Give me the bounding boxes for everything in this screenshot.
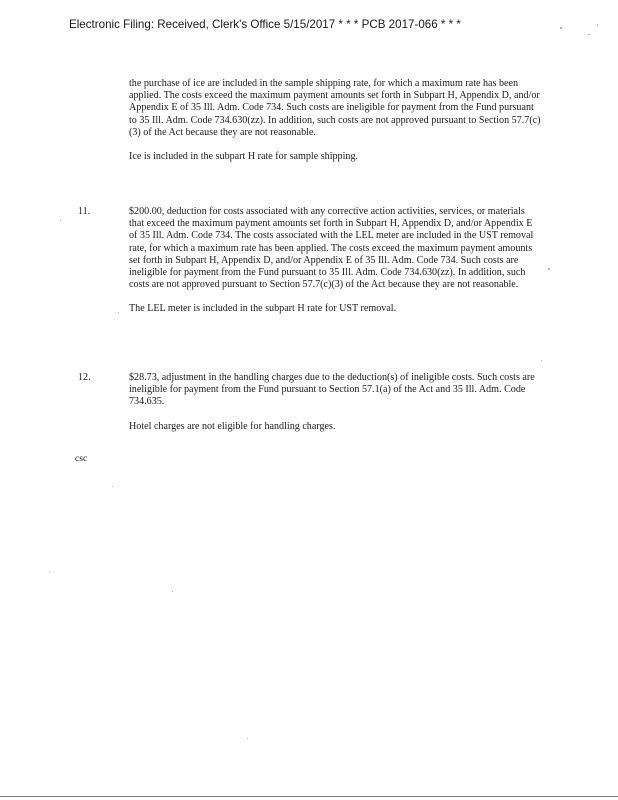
electronic-filing-stamp: Electronic Filing: Received, Clerk's Office 5/15/2017 * * * PCB 2017-066 * * * (69, 18, 461, 31)
scan-speck (597, 24, 598, 26)
scan-speck (541, 360, 542, 361)
item-11-body: $200.00, deduction for costs associated with any corrective action activities, services, or materials that exceed the maximum payment amounts set forth in Subpart H, Appendix D, and/or Appendix E of 35 Ill. Adm. Code 734. The costs associated with the LEL meter are included in the UST removal rate, for which a maximum rate has been applied. The costs exceed the maximum payment amounts set forth in Subpart H, Appendix D, and/or Appendix E of 35 Ill. Adm. Code 734. Such costs are ineligible for payment from the Fund pursuant to 35 Ill. Adm. Code 734.630(zz). In addition, such costs are not approved pursuant to Section 57.7(c)(3) of the Act because they are not reasonable. (129, 206, 534, 291)
scan-speck (247, 738, 248, 739)
item-12-note: Hotel charges are not eligible for handling charges. (129, 420, 336, 432)
item-number-12: 12. (78, 372, 91, 383)
continuation-body: the purchase of ice are included in the sample shipping rate, for which a maximum rate has been applied. The costs exceed the maximum payment amounts set forth in Subpart H, Appendix D, and/or Appendix E of 35 Ill. Adm. Code 734. Such costs are ineligible for payment from the Fund pursuant to 35 Ill. Adm. Code 734.630(zz). In addition, such costs are not approved pursuant to Section 57.7(c)(3) of the Act because they are not reasonable. (129, 78, 541, 138)
scan-speck (118, 312, 119, 313)
continuation-paragraph (129, 78, 542, 163)
scan-speck (172, 591, 173, 592)
scan-speck (60, 220, 61, 221)
item-12 (129, 372, 542, 433)
preparer-initials: csc (75, 453, 88, 464)
continuation-note: Ice is included in the subpart H rate for sample shipping. (129, 151, 359, 163)
scan-speck (112, 486, 113, 487)
scan-speck (548, 268, 550, 270)
scan-speck (49, 571, 50, 572)
scan-speck (560, 27, 562, 29)
page-bottom-edge (0, 796, 618, 797)
item-number-11: 11. (78, 206, 91, 217)
item-11 (129, 206, 542, 316)
scan-speck (588, 34, 590, 35)
item-11-note: The LEL meter is included in the subpart H rate for UST removal. (129, 303, 397, 315)
item-12-body: $28.73, adjustment in the handling charges due to the deduction(s) of ineligible costs. Such costs are ineligible for payment from the Fund pursuant to Section 57.1(a) of the Act and 35 Ill. Adm. Code 734.635. (129, 372, 535, 408)
